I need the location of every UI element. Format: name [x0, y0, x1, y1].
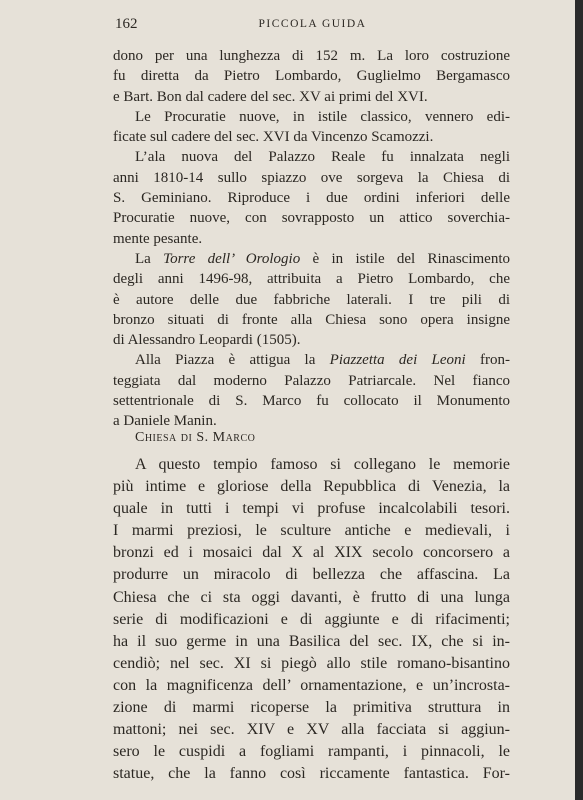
- text-line: I marmi preziosi, le sculture antiche e medievali, i: [113, 522, 510, 540]
- text-run: è in istile del Rinascimento: [300, 250, 510, 267]
- text-line: mattoni; nei sec. XIV e XV alla facciata si aggiun-: [113, 721, 510, 739]
- text-line: anni 1810-14 sullo spiazzo ove sorgeva la Chiesa di: [113, 169, 510, 186]
- text-line: sero le cuspidi a fogliami rampanti, i pinnacoli, le: [113, 743, 510, 761]
- text-line: quale in tutti i tempi vi profuse incalcolabili tesori.: [113, 500, 510, 518]
- text-run: fron-: [465, 352, 510, 369]
- text-line: mente pesante.: [113, 230, 203, 247]
- text-line: [113, 350, 510, 370]
- text-line: bronzi ed i mosaici dal X al XIX secolo concorsero a: [113, 544, 510, 562]
- section-body: [113, 454, 510, 785]
- text-line: S. Geminiano. Riproduce i due ordini inferiori delle: [113, 190, 510, 207]
- text-line: dono per una lunghezza di 152 m. La loro costruzione: [113, 48, 510, 64]
- page-number: 162: [115, 16, 138, 32]
- text-line: più intime e gloriose della Repubblica di Venezia, la: [113, 478, 510, 496]
- text-line: degli anni 1496-98, attribuita a Pietro Lombardo, che: [113, 271, 510, 288]
- text-line: e Bart. Bon dal cadere del sec. XV ai primi del XVI.: [113, 88, 428, 105]
- text-line: [113, 249, 510, 269]
- text-run: Alla Piazza è attigua la: [135, 352, 330, 369]
- text-line: Procuratie nuove, con sovrapposto un attico soverchia-: [113, 210, 510, 227]
- text-line: Chiesa che ci sta oggi davanti, è frutto di una lunga: [113, 588, 510, 606]
- text-line: L’ala nuova del Palazzo Reale fu innalzata negli: [135, 149, 510, 166]
- text-run: La: [135, 250, 164, 267]
- text-line: fu diretta da Pietro Lombardo, Guglielmo Bergamasco: [113, 68, 510, 85]
- italic-title: Torre dell’ Orologio: [163, 250, 301, 267]
- text-line: produrre un miracolo di bellezza che affascina. La: [113, 566, 510, 584]
- section-heading: Chiesa di S. Marco: [135, 430, 256, 445]
- page-edge-shadow: [575, 0, 583, 800]
- text-line: serie di modificazioni e di aggiunte e di rifacimenti;: [113, 610, 510, 628]
- body-text: [113, 46, 510, 432]
- text-line: settentrionale di S. Marco fu collocato il Monumento: [113, 393, 510, 410]
- text-line: teggiata dal moderno Palazzo Patriarcale. Nel fianco: [113, 372, 510, 389]
- text-line: è autore delle due fabbriche laterali. I tre pili di: [113, 291, 510, 308]
- text-line: Le Procuratie nuove, in istile classico, vennero edi-: [135, 108, 510, 125]
- text-line: ficate sul cadere del sec. XVI da Vincenzo Scamozzi.: [113, 129, 434, 146]
- text-line: con la magnificenza dell’ ornamentazione, e un’incrosta-: [113, 676, 510, 694]
- text-line: bronzo situati di fronte alla Chiesa sono opera insigne: [113, 311, 510, 328]
- running-title: PICCOLA GUIDA: [258, 18, 367, 30]
- italic-title: Piazzetta dei Leoni: [329, 352, 466, 369]
- text-line: A questo tempio famoso si collegano le memorie: [135, 456, 510, 473]
- text-line: cendiò; nel sec. XI si piegò allo stile romano-bisantino: [113, 654, 510, 672]
- running-header: [115, 16, 510, 36]
- text-line: a Daniele Manin.: [113, 413, 217, 430]
- text-line: di Alessandro Leopardi (1505).: [113, 332, 301, 349]
- text-line: ha il suo germe in una Basilica del sec. IX, che si in-: [113, 632, 510, 650]
- text-line: statue, che la fanno così riccamente fantastica. For-: [113, 765, 510, 783]
- text-line: zione di marmi ricoperse la primitiva struttura in: [113, 699, 510, 717]
